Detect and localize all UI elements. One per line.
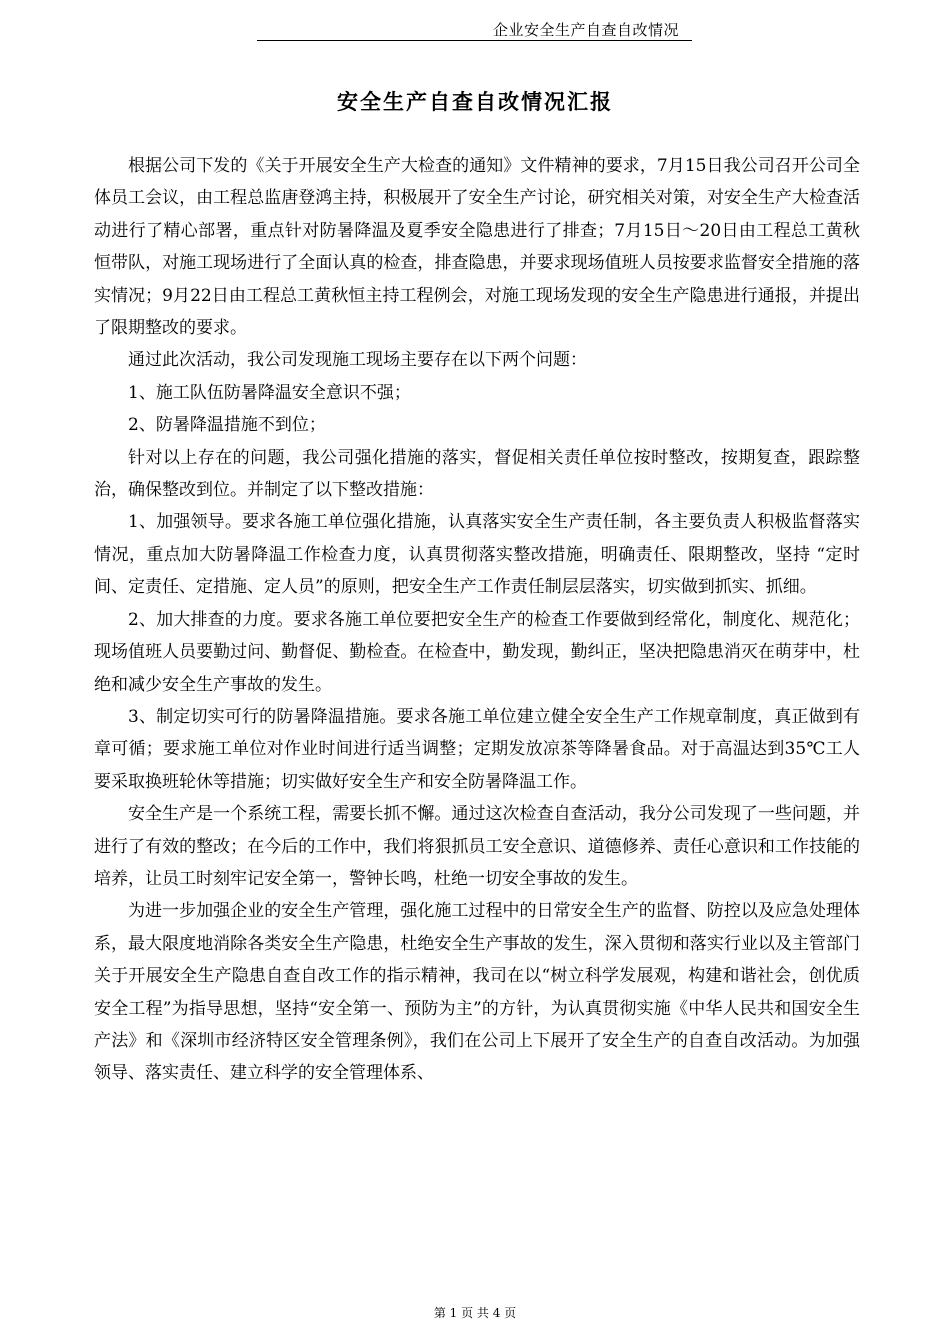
list-item: 2、防暑降温措施不到位； <box>128 415 326 436</box>
paragraph: 根据公司下发的《关于开展安全生产大检查的通知》文件精神的要求，7月15日我公司召开公司全体员工会议，由工程总监唐登鸿主持，积极展开了安全生产讨论，研究相关对策，对安全生产大检查活动进行了精心部署，重点针对防暑降温及夏季安全隐患进行了排查；7月15日～20日由工程总工黄秋恒带队，对施工现场进行了全面认真的检查，排查隐患，并要求现场值班人员按要求监督安全措施的落实情况；9月22日由工程总工黄秋恒主持工程例会，对施工现场发现的安全生产隐患进行通报，并提出了限期整改的要求。 <box>94 156 860 339</box>
list-item: 1、施工队伍防暑降温安全意识不强； <box>128 382 411 403</box>
paragraph: 安全生产是一个系统工程，需要长抓不懈。通过这次检查自查活动，我分公司发现了一些问题，并进行了有效的整改；在今后的工作中，我们将狠抓员工安全意识、道德修养、责任心意识和工作技能的培养，让员工时刻牢记安全第一，警钟长鸣，杜绝一切安全事故的发生。 <box>94 804 860 889</box>
paragraph: 针对以上存在的问题，我公司强化措施的落实，督促相关责任单位按时整改，按期复查，跟踪整治，确保整改到位。并制定了以下整改措施： <box>94 447 860 501</box>
paragraph: 为进一步加强企业的安全生产管理，强化施工过程中的日常安全生产的监督、防控以及应急处理体系，最大限度地消除各类安全生产隐患，杜绝安全生产事故的发生，深入贯彻和落实行业以及主管部门关于开展安全生产隐患自查自改工作的指示精神，我司在以“树立科学发展观，构建和谐社会，创优质安全工程”为指导思想，坚持“安全第一、预防为主”的方针，为认真贯彻实施《中华人民共和国安全生产法》和《深圳市经济特区安全管理条例》，我们在公司上下展开了安全生产的自查自改活动。为加强领导、落实责任、建立科学的安全管理体系、 <box>94 901 860 1084</box>
list-item: 2、加大排查的力度。要求各施工单位要把安全生产的检查工作要做到经常化，制度化、规范化；现场值班人员要勤过问、勤督促、勤检查。在检查中，勤发现，勤纠正，坚决把隐患消灭在萌芽中，杜绝和减少安全生产事故的发生。 <box>94 609 860 695</box>
list-item: 3、制定切实可行的防暑降温措施。要求各施工单位建立健全安全生产工作规章制度，真正做到有章可循；要求施工单位对作业时间进行适当调整；定期发放凉茶等降暑食品。对于高温达到35℃工人要采取换班轮休等措施；切实做好安全生产和安全防暑降温工作。 <box>94 706 860 792</box>
list-item: 1、加强领导。要求各施工单位强化措施，认真落实安全生产责任制，各主要负责人积极监督落实情况，重点加大防暑降温工作检查力度，认真贯彻落实整改措施，明确责任、限期整改，坚持 “定时间、定责任、定措施、定人员”的原则，把安全生产工作责任制层层落实，切实做到抓实、抓细。 <box>94 512 860 598</box>
paragraph: 通过此次活动，我公司发现施工现场主要存在以下两个问题： <box>128 350 587 371</box>
header-rule <box>257 40 692 41</box>
document-title: 安全生产自查自改情况汇报 <box>337 89 613 114</box>
running-header: 企业安全生产自查自改情况 <box>493 21 680 39</box>
page-number: 第 1 页 共 4 页 <box>433 1306 517 1320</box>
document-body <box>94 150 860 1090</box>
